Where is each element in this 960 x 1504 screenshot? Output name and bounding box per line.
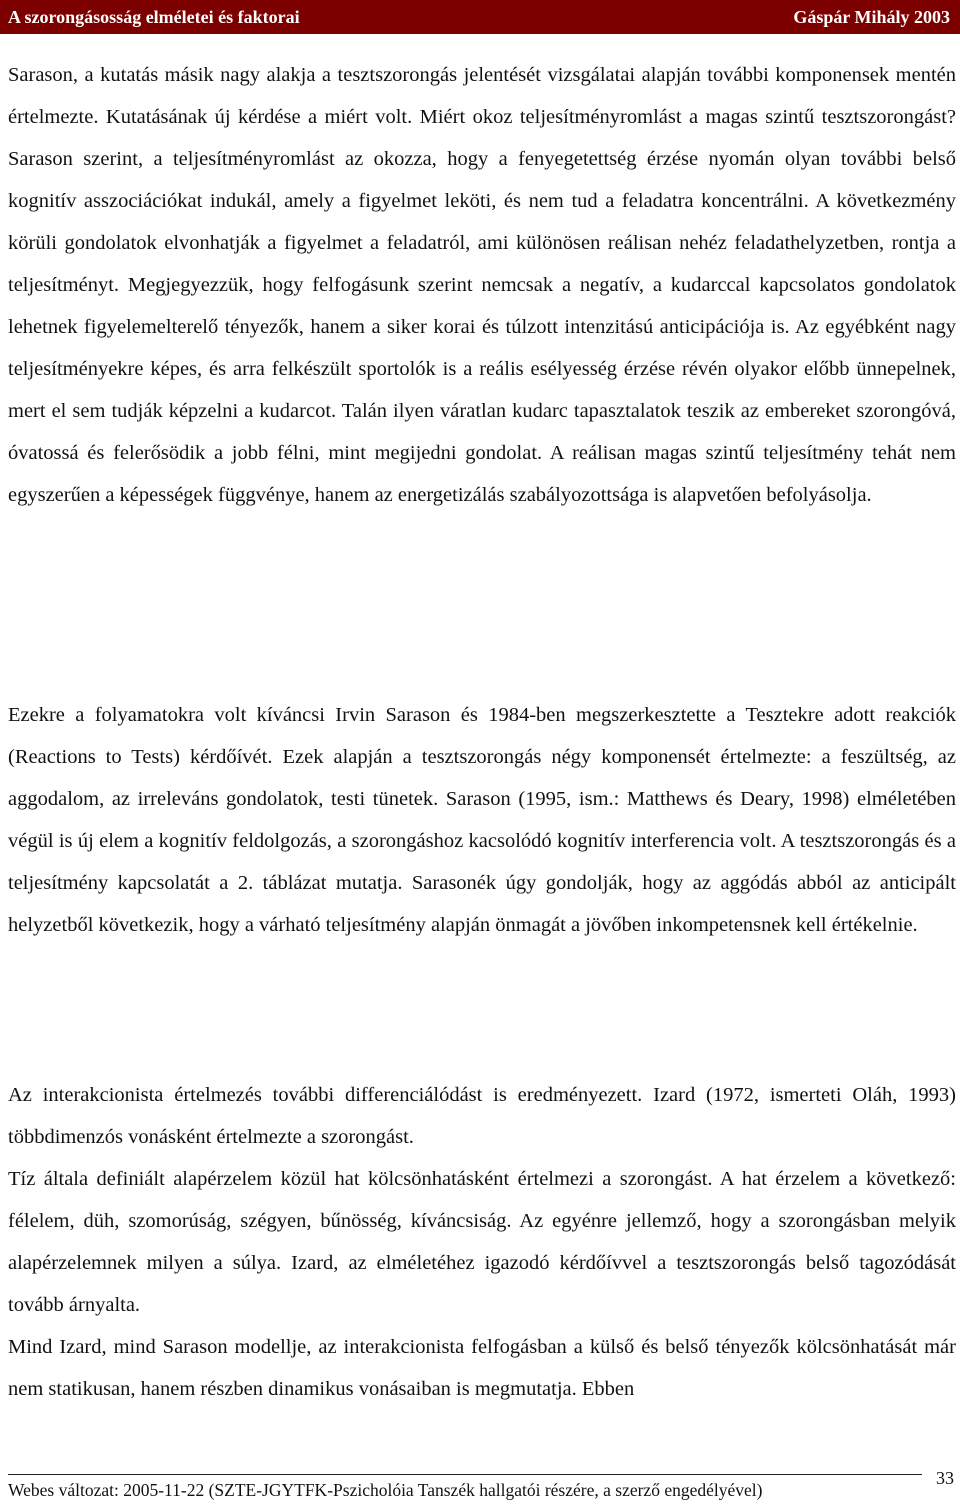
paragraph-text: Ezekre a folyamatokra volt kíváncsi Irvin Sarason és 1984-ben megszerkesztette a Tesztekre adott reakciók (Reactions to Tests) kérdőívét. Ezek alapján a tesztszorongás négy komponensét értelmezte: a feszültség, az aggodalom, az irreleváns gondolatok, testi tünetek. Sarason (1995, ism.: Matthews és Deary, 1998) elméletében végül is új elem a kognitív feldolgozás, a szorongáshoz kacsolódó kognitív interferencia volt. A tesztszorongás és a teljesítmény kapcsolatát a 2. táblázat mutatja. Sarasonék úgy gondolják, hogy az aggódás abból az anticipált helyzetből következik, hogy a várható teljesítmény alapján önmagát a jövőben inkompetensnek kell értékelnie. xyxy=(8,704,956,936)
page-number: 33 xyxy=(936,1468,954,1488)
paragraph-sarason-2 xyxy=(8,694,956,946)
paragraph-text: Az interakcionista értelmezés további differenciálódást is eredményezett. Izard (1972, ismerteti Oláh, 1993) többdimenzós vonásként értelmezte a szorongást. xyxy=(8,1084,956,1148)
footer-note: Webes változat: 2005-11-22 (SZTE-JGYTFK-Pszicholóia Tanszék hallgatói részére, a szerző engedélyével) xyxy=(8,1480,763,1500)
paragraph-text: Tíz általa definiált alapérzelem közül hat kölcsönhatásként értelmezi a szorongást. A hat érzelem a következő: félelem, düh, szomorúság, szégyen, bűnösség, kíváncsiság. Az egyénre jellemző, hogy a szorongásban melyik alapérzelemnek milyen a súlya. Izard, az elméletéhez igazodó kérdőívvel a tesztszorongás belső tagozódását tovább árnyalta. xyxy=(8,1168,956,1316)
paragraph-text: Mind Izard, mind Sarason modellje, az interakcionista felfogásban a külső és belső tényezők kölcsönhatását már nem statikusan, hanem részben dinamikus vonásaiban is megmutatja. Ebben xyxy=(8,1336,956,1400)
header-title: A szorongásosság elméletei és faktorai xyxy=(8,7,300,27)
paragraph-text: Sarason, a kutatás másik nagy alakja a tesztszorongás jelentését vizsgálatai alapján további komponensek mentén értelmezte. Kutatásának új kérdése a miért volt. Miért okoz teljesítményromlást a magas szintű tesztszorongást? Sarason szerint, a teljesítményromlást az okozza, hogy a fenyegetettség érzése nyomán olyan további belső kognitív asszociációkat indukál, amely a figyelmet leköti, és nem tud a feladatra koncentrálni. A következmény körüli gondolatok elvonhatják a figyelmet a feladatról, ami különösen reálisan nehéz feladathelyzetben, rontja a teljesítményt. Megjegyezzük, hogy felfogásunk szerint nemcsak a negatív, a kudarccal kapcsolatos gondolatok lehetnek figyelemelterelő tényezők, hanem a siker korai és túlzott intenzitású anticipációja is. Az egyébként nagy teljesítményekre képes, és arra felkészült sportolók is a reális esélyesség érzése révén olyakor előbb ünnepelnek, mert el sem tudják képzelni a kudarcot. Talán ilyen váratlan kudarc tapasztalatok teszik az embereket szorongóvá, óvatossá és felerősödik a jobb félni, mint megijedni gondolat. A reálisan magas szintű teljesítmény tehát nem egyszerűen a képességek függvénye, hanem az energetizálás szabályozottsága is alapvetően befolyásolja. xyxy=(8,64,956,506)
footer xyxy=(8,1468,956,1504)
running-header xyxy=(0,0,960,34)
footer-rule xyxy=(8,1474,922,1475)
header-author: Gáspár Mihály 2003 xyxy=(793,7,950,27)
paragraph-sarason-1 xyxy=(8,54,956,516)
paragraph-izard xyxy=(8,1074,956,1410)
